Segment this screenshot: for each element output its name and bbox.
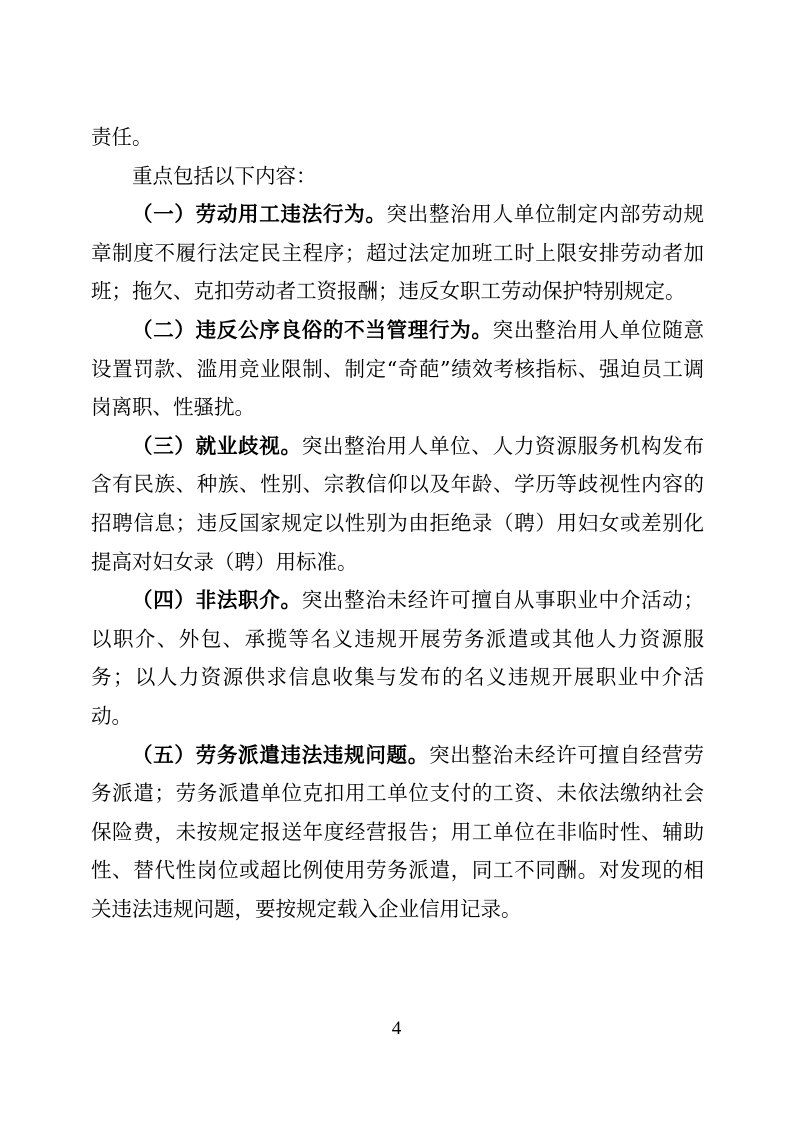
document-body — [91, 118, 704, 928]
item-body-4: 突出整治未经许可擅自从事职业中介活动；以职介、外包、承揽等名义违规开展劳务派遣或其他人力资源服务；以人力资源供求信息收集与发布的名义违规开展职业中介活动。 — [91, 588, 705, 728]
item-body-2: 突出整治用人单位随意设置罚款、滥用竞业限制、制定“奇葩”绩效考核指标、强迫员工调岗离职、性骚扰。 — [91, 317, 705, 420]
page-number: 4 — [391, 1018, 402, 1039]
item-heading-2: （二）违反公序良俗的不当管理行为。 — [132, 317, 493, 342]
item-body-3: 突出整治用人单位、人力资源服务机构发布含有民族、种族、性别、宗教信仰以及年龄、学历等歧视性内容的招聘信息；违反国家规定以性别为由拒绝录（聘）用妇女或差别化提高对妇女录（聘）用标准。 — [91, 433, 705, 574]
item-paragraph-1 — [91, 195, 704, 311]
item-heading-1: （一）劳动用工违法行为。 — [132, 202, 387, 227]
item-paragraph-2 — [91, 311, 704, 427]
continued-text: 责任。 — [91, 125, 153, 149]
intro-paragraph: 重点包括以下内容： — [132, 163, 317, 188]
item-body-5: 突出整治未经许可擅自经营劳务派遣；劳务派遣单位克扣用工单位支付的工资、未依法缴纳社会保险费，未按规定报送年度经营报告；用工单位在非临时性、辅助性、替代性岗位或超比例使用劳务派遣，同工不同酬。对发现的相关违法违规问题，要按规定载入企业信用记录。 — [91, 742, 705, 921]
item-paragraph-4 — [91, 581, 704, 735]
item-paragraph-3 — [91, 427, 704, 581]
item-heading-3: （三）就业歧视。 — [132, 433, 302, 458]
item-paragraph-5 — [91, 736, 704, 929]
item-heading-4: （四）非法职介。 — [132, 588, 302, 613]
item-heading-5: （五）劳务派遣违法违规问题。 — [132, 742, 429, 767]
item-body-1: 突出整治用人单位制定内部劳动规章制度不履行法定民主程序；超过法定加班工时上限安排劳动者加班；拖欠、克扣劳动者工资报酬；违反女职工劳动保护特别规定。 — [91, 202, 705, 304]
